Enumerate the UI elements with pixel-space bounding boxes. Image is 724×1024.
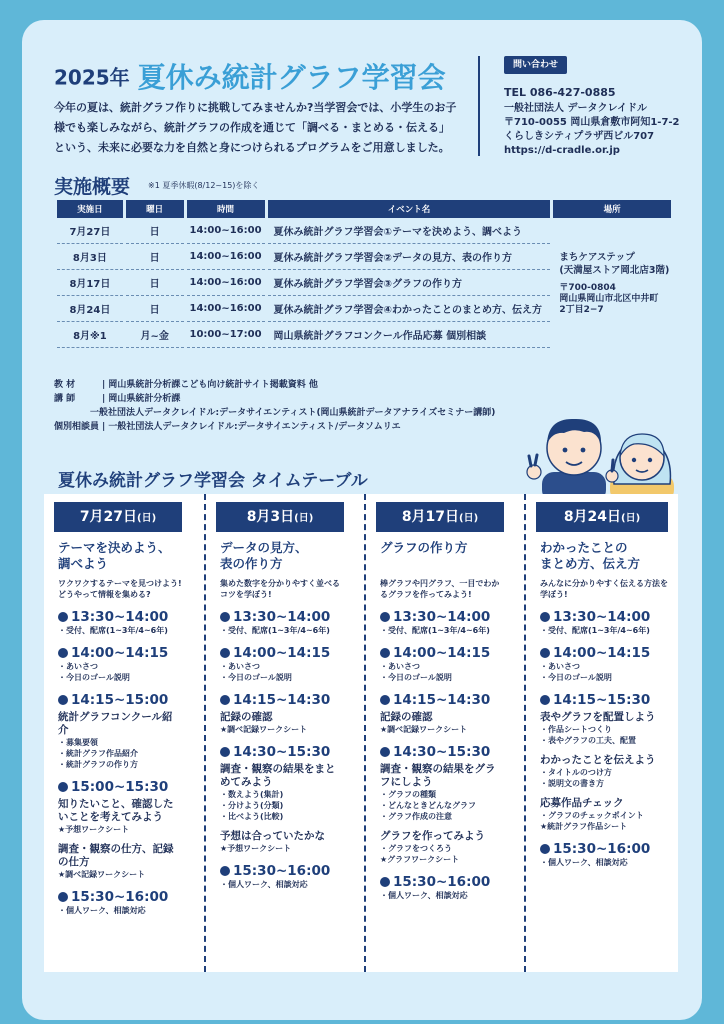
slot-item: ・受付、配席(1~3年/4~6年) <box>540 626 650 635</box>
contact-tel[interactable]: TEL 086-427-0885 <box>504 86 616 99</box>
timetable <box>44 494 678 972</box>
slot-heading: 記録の確認 <box>220 711 273 723</box>
slot-item: ★調べ記録ワークシート <box>58 870 146 879</box>
bullet-icon <box>540 695 550 705</box>
slot-heading: 表やグラフを配置しよう <box>540 711 656 723</box>
session-desc: 棒グラフや円グラフ、一目でわかるグラフを作ってみよう! <box>380 579 500 599</box>
slot-heading: 調査・観察の結果をグラフにしよう <box>380 763 496 788</box>
bullet-icon <box>58 648 68 658</box>
venue-addr-block: 2丁目2−7 <box>559 304 604 315</box>
venue-cell <box>553 218 671 348</box>
time-slot: 13:30~14:00 <box>380 609 504 625</box>
slot-item: ・グラフ作成の注意 <box>380 812 452 821</box>
session-desc: ワクワクするテーマを見つけよう!どうやって情報を集める? <box>58 579 182 599</box>
session-desc: みんなに分かりやすく伝える方法を学ぼう! <box>540 579 668 599</box>
contact-org: 一般社団法人 データクレイドル <box>504 103 647 114</box>
lecturer-text-1: 岡山県統計分析課 <box>108 394 181 404</box>
title-text: 夏休み統計グラフ学習会 <box>137 61 446 94</box>
schedule-event: 夏休み統計グラフ学習会②データの見方、表の作り方 <box>268 244 551 270</box>
session-heading: テーマを決めよう、 <box>58 540 171 555</box>
time-slot: 14:15~15:00 <box>58 692 182 708</box>
session-heading <box>380 556 504 572</box>
time-slot: 14:15~14:30 <box>220 692 344 708</box>
material-text: 岡山県統計分析課こども向け統計サイト掲載資料 他 <box>108 380 318 390</box>
slot-item: ・あいさつ <box>58 662 98 671</box>
bullet-icon <box>58 612 68 622</box>
bullet-icon <box>380 648 390 658</box>
schedule-day: 日 <box>126 270 184 296</box>
contact-addr-2: くらしきシティプラザ西ビル707 <box>504 131 655 142</box>
slot-item: ・説明文の書き方 <box>540 779 604 788</box>
bullet-icon <box>220 695 230 705</box>
schedule-time: 10:00~17:00 <box>187 322 265 348</box>
slot-item: ★予想ワークシート <box>220 844 292 853</box>
session-heading: まとめ方、伝え方 <box>540 556 641 571</box>
bullet-icon <box>58 782 68 792</box>
divider <box>478 56 480 156</box>
overview-title: 実施概要 <box>54 176 131 198</box>
time-slot: 15:30~16:00 <box>58 889 182 905</box>
time-slot: 15:30~16:00 <box>380 874 504 890</box>
slot-heading: わかったことを伝えよう <box>540 754 656 766</box>
slot-item: ・タイトルのつけ方 <box>540 768 612 777</box>
bullet-icon <box>58 695 68 705</box>
slot-item: ★調べ記録ワークシート <box>220 725 308 734</box>
slot-item: ・グラフの種類 <box>380 790 436 799</box>
girl-illustration <box>606 434 674 498</box>
schedule-day: 日 <box>126 296 184 322</box>
slot-item: ★グラフワークシート <box>380 855 460 864</box>
slot-item: ・統計グラフ作品紹介 <box>58 749 138 758</box>
slot-item: ★統計グラフ作品シート <box>540 822 628 831</box>
timetable-column-0727 <box>44 494 192 972</box>
slot-item: ・比べよう(比較) <box>220 812 284 821</box>
timetable-column-0803 <box>204 494 354 972</box>
slot-item: ・募集要領 <box>58 738 98 747</box>
bullet-icon <box>540 844 550 854</box>
session-heading: 表の作り方 <box>220 556 283 571</box>
bullet-icon <box>220 612 230 622</box>
schedule-time: 14:00~16:00 <box>187 218 265 244</box>
venue-store: (天満屋ストア岡北店3階) <box>559 264 670 276</box>
contact-addr-1: 〒710-0055 岡山県倉敷市阿知1-7-2 <box>504 117 680 128</box>
time-slot: 15:00~15:30 <box>58 779 182 795</box>
time-slot: 14:00~14:15 <box>380 645 504 661</box>
slot-item: ・今日のゴール説明 <box>220 673 292 682</box>
slot-item: ・あいさつ <box>540 662 580 671</box>
slot-heading: 記録の確認 <box>380 711 433 723</box>
slot-item: ・表やグラフの工夫、配置 <box>540 736 636 745</box>
venue-zip: 〒700-0804 <box>559 282 616 293</box>
bullet-icon <box>380 747 390 757</box>
slot-item: ・個人ワーク、相談対応 <box>220 880 308 889</box>
time-slot: 14:15~15:30 <box>540 692 668 708</box>
slot-item: ・受付、配席(1~3年/4~6年) <box>380 626 490 635</box>
day-header: 8月17日(日) <box>376 502 504 532</box>
day-header: 8月3日(日) <box>216 502 344 532</box>
schedule-header: 場所 <box>553 200 671 218</box>
slot-item: ★調べ記録ワークシート <box>380 725 468 734</box>
slot-item: ・作品シートつくり <box>540 725 612 734</box>
slot-item: ・受付、配席(1~3年/4~6年) <box>58 626 168 635</box>
bullet-icon <box>220 648 230 658</box>
schedule-header: イベント名 <box>268 200 551 218</box>
bullet-icon <box>380 612 390 622</box>
session-heading: グラフの作り方 <box>380 540 468 555</box>
session-desc: 集めた数字を分かりやすく並べるコツを学ぼう! <box>220 579 340 599</box>
session-heading: 調べよう <box>58 556 109 571</box>
slot-item: ・あいさつ <box>380 662 420 671</box>
staff-info: 教 材 | 岡山県統計分析課こども向け統計サイト掲載資料 他 講 師 | 岡山県統計分析課 一般社団法人データクレイドル:データサイエンティスト(岡山県統計データアナライズセミナー講師) 個別相談員 | 一般社団法人データクレイドル:データサイエンティスト/データソムリエ <box>54 380 496 432</box>
boy-illustration <box>527 419 606 498</box>
time-slot: 14:00~14:15 <box>220 645 344 661</box>
venue-name: まちケアステップ <box>559 251 635 263</box>
schedule-day: 月~金 <box>126 322 184 348</box>
schedule-date: 8月※1 <box>57 322 123 348</box>
time-slot: 13:30~14:00 <box>540 609 668 625</box>
schedule-time: 14:00~16:00 <box>187 270 265 296</box>
slot-heading: 調査・観察の仕方、記録の仕方 <box>58 843 174 868</box>
table-row <box>57 218 671 244</box>
schedule-event: 夏休み統計グラフ学習会①テーマを決めよう、調べよう <box>268 218 551 244</box>
schedule-time: 14:00~16:00 <box>187 296 265 322</box>
slot-heading: 予想は合っていたかな <box>220 830 325 842</box>
title-year: 2025年 <box>54 65 130 90</box>
venue-addr: 岡山県岡山市北区中井町 <box>559 293 659 304</box>
day-header: 7月27日(日) <box>54 502 182 532</box>
contact-badge: 問い合わせ <box>504 56 567 74</box>
time-slot: 14:15~14:30 <box>380 692 504 708</box>
bullet-icon <box>58 892 68 902</box>
bullet-icon <box>220 747 230 757</box>
bullet-icon <box>380 695 390 705</box>
timetable-column-0824 <box>524 494 678 972</box>
consult-label: 個別相談員 <box>54 422 100 432</box>
schedule-event: 岡山県統計グラフコンクール作品応募 個別相談 <box>268 322 551 348</box>
slot-item: ・今日のゴール説明 <box>58 673 130 682</box>
slot-item: ・今日のゴール説明 <box>540 673 612 682</box>
bullet-icon <box>220 866 230 876</box>
slot-item: ・数えよう(集計) <box>220 790 284 799</box>
schedule-day: 日 <box>126 244 184 270</box>
schedule-event: 夏休み統計グラフ学習会③グラフの作り方 <box>268 270 551 296</box>
slot-item: ・今日のゴール説明 <box>380 673 452 682</box>
time-slot: 14:30~15:30 <box>380 744 504 760</box>
schedule-table <box>54 200 674 348</box>
slot-heading: 調査・観察の結果をまとめてみよう <box>220 763 336 788</box>
lecturer-label: 講 師 <box>54 394 76 404</box>
slot-item: ★予想ワークシート <box>58 825 130 834</box>
lecturer-text-2: 一般社団法人データクレイドル:データサイエンティスト(岡山県統計データアナライズセミナー講師) <box>90 408 496 418</box>
bullet-icon <box>380 877 390 887</box>
page-title <box>54 56 446 96</box>
slot-item: ・分けよう(分類) <box>220 801 284 810</box>
schedule-date: 7月27日 <box>57 218 123 244</box>
schedule-day: 日 <box>126 218 184 244</box>
slot-item: ・どんなときどんなグラフ <box>380 801 476 810</box>
session-heading: わかったことの <box>540 540 628 555</box>
slot-item: ・個人ワーク、相談対応 <box>380 891 468 900</box>
time-slot: 13:30~14:00 <box>58 609 182 625</box>
slot-item: ・個人ワーク、相談対応 <box>58 906 146 915</box>
consult-text: 一般社団法人データクレイドル:データサイエンティスト/データソムリエ <box>108 422 401 432</box>
children-illustration <box>524 410 684 498</box>
slot-heading: 応募作品チェック <box>540 797 624 809</box>
time-slot: 14:30~15:30 <box>220 744 344 760</box>
time-slot: 14:00~14:15 <box>58 645 182 661</box>
schedule-date: 8月24日 <box>57 296 123 322</box>
contact-block <box>504 56 680 158</box>
timetable-title: 夏休み統計グラフ学習会 タイムテーブル <box>58 471 368 491</box>
slot-item: ・受付、配席(1~3年/4~6年) <box>220 626 330 635</box>
slot-item: ・個人ワーク、相談対応 <box>540 858 628 867</box>
schedule-event: 夏休み統計グラフ学習会④わかったことのまとめ方、伝え方 <box>268 296 551 322</box>
contact-url[interactable]: https://d-cradle.or.jp <box>504 145 620 156</box>
material-label: 教 材 <box>54 380 76 390</box>
session-heading: データの見方、 <box>220 540 308 555</box>
slot-heading: 統計グラフコンクール紹介 <box>58 711 173 736</box>
slot-item: ・あいさつ <box>220 662 260 671</box>
slot-item: ・統計グラフの作り方 <box>58 760 138 769</box>
schedule-date: 8月3日 <box>57 244 123 270</box>
bullet-icon <box>540 612 550 622</box>
slot-heading: 知りたいこと、確認したいことを考えてみよう <box>58 798 174 823</box>
slot-heading: グラフを作ってみよう <box>380 830 485 842</box>
intro-text: 今年の夏は、統計グラフ作りに挑戦してみませんか?当学習会では、小学生のお子様でも楽しみながら、統計グラフの作成を通じて「調べる・まとめる・伝える」という、未来に必要な力を自然と身につけられるプログラムをご用意しました。 <box>54 101 457 154</box>
schedule-date: 8月17日 <box>57 270 123 296</box>
overview-note: ※1 夏季休暇(8/12~15)を除く <box>148 181 260 190</box>
timetable-column-0817 <box>364 494 514 972</box>
time-slot: 13:30~14:00 <box>220 609 344 625</box>
bullet-icon <box>540 648 550 658</box>
slot-item: ・グラフのチェックポイント <box>540 811 644 820</box>
schedule-header: 曜日 <box>126 200 184 218</box>
schedule-time: 14:00~16:00 <box>187 244 265 270</box>
time-slot: 14:00~14:15 <box>540 645 668 661</box>
schedule-header: 実施日 <box>57 200 123 218</box>
day-header: 8月24日(日) <box>536 502 668 532</box>
slot-item: ・グラフをつくろう <box>380 844 452 853</box>
time-slot: 15:30~16:00 <box>220 863 344 879</box>
time-slot: 15:30~16:00 <box>540 841 668 857</box>
schedule-header: 時間 <box>187 200 265 218</box>
